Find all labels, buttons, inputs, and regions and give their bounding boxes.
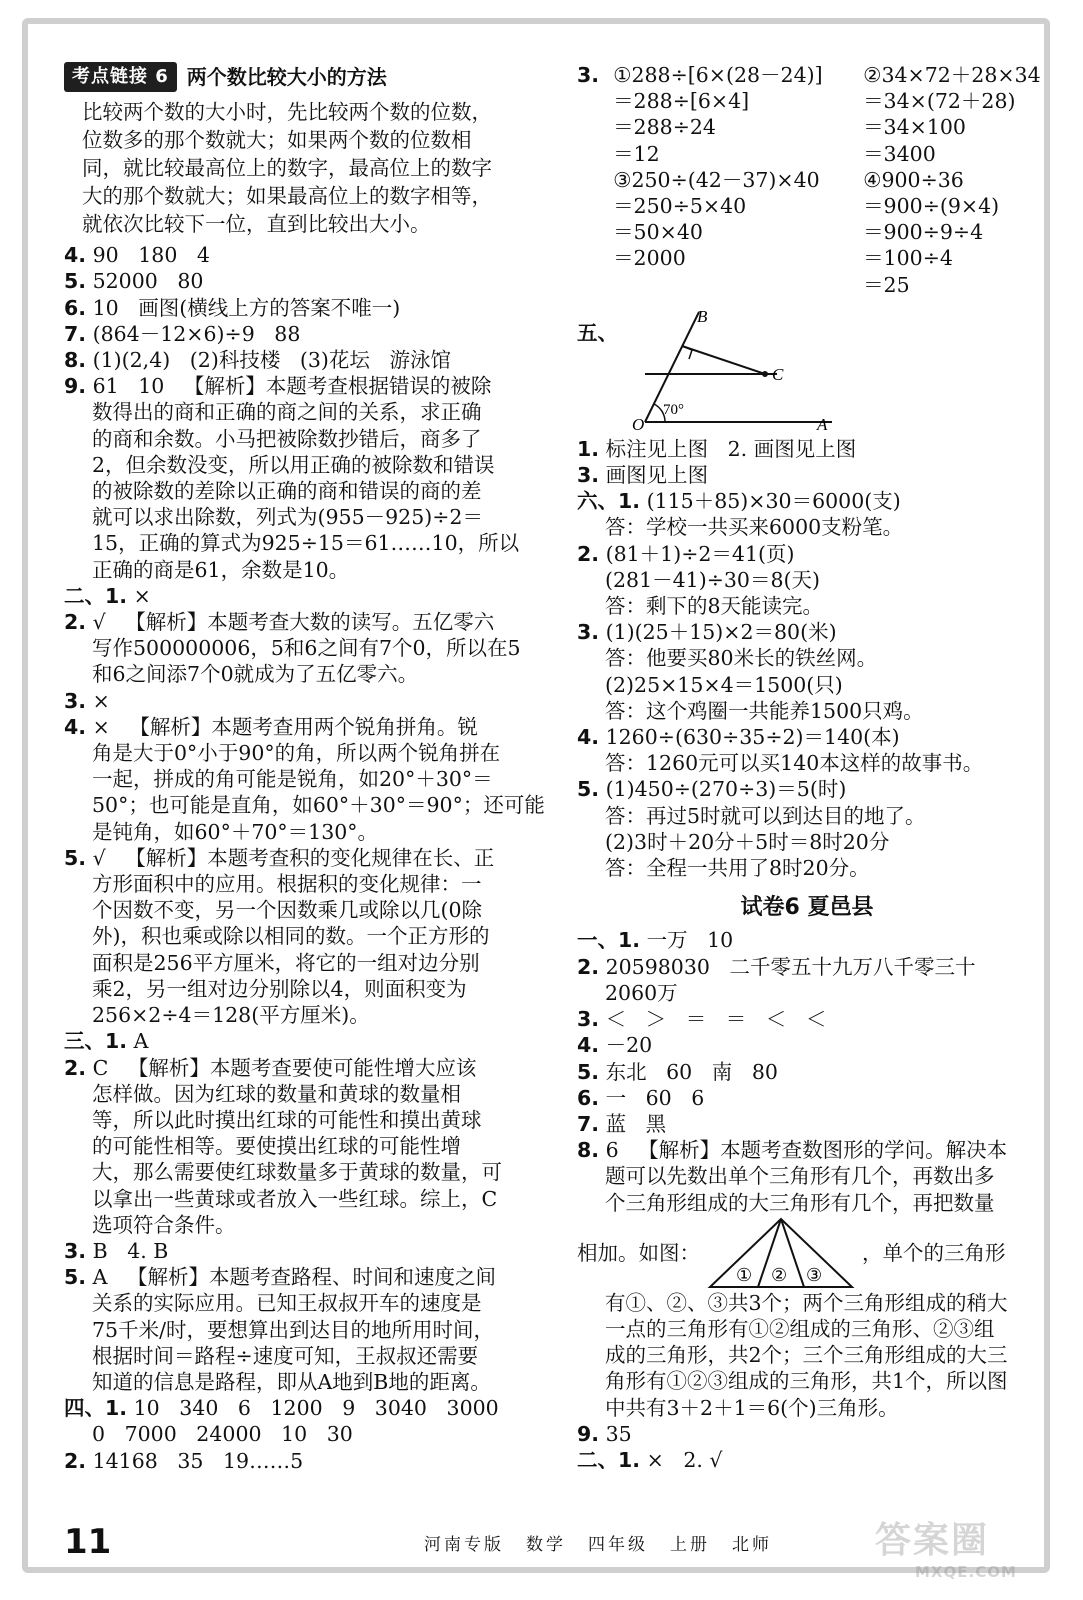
answer-number: 2. bbox=[64, 1448, 87, 1473]
answer-line bbox=[577, 1342, 1037, 1368]
answer-number: 六、1. bbox=[577, 489, 641, 514]
paragraph-line: 大的那个数就大；如果最高位上的数字相等， bbox=[82, 184, 492, 209]
calc-d-step: ＝100÷4 bbox=[863, 246, 953, 271]
watermark-logo bbox=[875, 1512, 1045, 1580]
answer-text: 外)，积也乘或除以相同的数。一个正方形的 bbox=[92, 924, 490, 949]
calc-b-step: ②34×72＋28×34 bbox=[863, 63, 1041, 87]
answer-line bbox=[577, 750, 1037, 776]
answer-line bbox=[64, 321, 534, 347]
calc-a-step: ＝288÷24 bbox=[613, 115, 716, 140]
answer-number: 1. bbox=[577, 436, 600, 461]
page-number: 11 bbox=[64, 1522, 112, 1562]
answer-line bbox=[64, 950, 534, 976]
answer-text: 选项符合条件。 bbox=[92, 1212, 236, 1237]
answer-text: 根据时间＝路程÷速度可知，王叔叔还需要 bbox=[92, 1343, 479, 1368]
answer-line bbox=[577, 1447, 1037, 1473]
answer-line bbox=[64, 766, 534, 792]
answer-line bbox=[577, 1111, 1037, 1137]
answer-text: (1)(25＋15)×2＝80(米) bbox=[605, 620, 837, 645]
answer-text: (864－12×6)÷9 88 bbox=[92, 321, 301, 346]
section-5-label: 五、 bbox=[577, 320, 618, 345]
answer-text: 写作500000006，5和6之间有7个0，所以在5 bbox=[92, 636, 521, 661]
answer-line bbox=[64, 688, 534, 714]
calc-b-step: ＝34×100 bbox=[863, 115, 966, 140]
answer-text: 的可能性相等。要使摸出红球的可能性增 bbox=[92, 1134, 461, 1159]
answer-line bbox=[577, 462, 1037, 488]
answer-text: A 【解析】本题考查路程、时间和速度之间 bbox=[92, 1265, 496, 1290]
answer-line bbox=[64, 819, 534, 845]
answer-number: 8. bbox=[64, 348, 87, 373]
answer-line bbox=[64, 1238, 534, 1264]
answer-text: 画图见上图 bbox=[605, 463, 709, 488]
answer-text: 答：全程一共用了8时20分。 bbox=[605, 856, 870, 881]
answer-text: A bbox=[133, 1029, 149, 1054]
paragraph-line: 比较两个数的大小时，先比较两个数的位数， bbox=[82, 100, 492, 125]
answer-text: × bbox=[92, 688, 110, 713]
answer-line bbox=[64, 242, 534, 268]
answer-text: 正确的商是61，余数是10。 bbox=[92, 557, 350, 582]
answer-line bbox=[577, 698, 1037, 724]
answer-line bbox=[64, 557, 534, 583]
answer-line bbox=[64, 923, 534, 949]
answer-text: 的被除数的差除以正确的商和错误的商的差 bbox=[92, 479, 482, 504]
answer-line bbox=[64, 1290, 534, 1316]
calc-label: 3. bbox=[577, 63, 600, 87]
answer-line bbox=[577, 645, 1037, 671]
answer-text: 15，正确的算式为925÷15＝61……10，所以 bbox=[92, 531, 520, 556]
answer-line bbox=[64, 740, 534, 766]
answer-line bbox=[577, 1006, 1037, 1032]
triangle-text-after: ，单个的三角形 bbox=[862, 1240, 1006, 1265]
answer-text: 答：1260元可以买140本这样的故事书。 bbox=[605, 751, 984, 776]
answer-text: 角形有①②③组成的三角形，共1个，所以图 bbox=[605, 1369, 1008, 1394]
answer-text: × bbox=[133, 583, 151, 608]
triangle-figure bbox=[706, 1217, 856, 1289]
answer-text: 256×2÷4＝128(平方厘米)。 bbox=[92, 1003, 370, 1028]
answer-line bbox=[577, 1032, 1037, 1058]
angle-figure-block bbox=[577, 306, 1037, 436]
answer-line bbox=[64, 1107, 534, 1133]
answer-line bbox=[577, 514, 1037, 540]
answer-text: (2)3时＋20分＋5时＝8时20分 bbox=[605, 829, 890, 854]
answer-text: 怎样做。因为红球的数量和黄球的数量相 bbox=[92, 1081, 461, 1106]
answer-line bbox=[64, 1212, 534, 1238]
answer-line bbox=[64, 583, 534, 609]
answer-line bbox=[64, 426, 534, 452]
answer-text: 数得出的商和正确的商之间的关系，求正确 bbox=[92, 400, 482, 425]
paragraph-line: 同，就比较最高位上的数字，最高位上的数字 bbox=[82, 156, 492, 181]
answer-number: 5. bbox=[64, 1265, 87, 1290]
answer-line bbox=[64, 1133, 534, 1159]
answer-text: 20598030 二千零五十九万八千零三十 bbox=[605, 954, 976, 979]
answer-line bbox=[64, 714, 534, 740]
answer-list-right bbox=[577, 436, 1037, 881]
answer-text: 10 340 6 1200 9 3040 3000 bbox=[133, 1396, 499, 1421]
answer-number: 5. bbox=[64, 845, 87, 870]
answer-text: 中共有3＋2＋1＝6(个)三角形。 bbox=[605, 1395, 899, 1420]
answer-text: 乘2，另一组对边分别除以4，则面积变为 bbox=[92, 976, 467, 1001]
answer-line bbox=[64, 1186, 534, 1212]
answer-text: 方形面积中的应用。根据积的变化规律：一 bbox=[92, 872, 482, 897]
calc-d-step: ＝900÷(9×4) bbox=[863, 194, 1000, 219]
calc-block bbox=[577, 62, 1041, 298]
answer-number: 6. bbox=[64, 295, 87, 320]
calc-b-step: ＝3400 bbox=[863, 141, 936, 166]
calc-a-step: ①288÷[6×(28－24)] bbox=[613, 63, 823, 87]
answer-number: 4. bbox=[64, 243, 87, 268]
answer-line bbox=[64, 268, 534, 294]
answer-line bbox=[577, 672, 1037, 698]
right-column bbox=[577, 62, 1041, 1473]
answer-number: 6. bbox=[577, 1085, 600, 1110]
answer-text: 90 180 4 bbox=[92, 243, 210, 268]
answer-text: 一万 10 bbox=[646, 928, 734, 953]
answer-list-left bbox=[64, 242, 545, 1474]
perpendicular-line bbox=[682, 346, 765, 374]
calc-c-step: ＝2000 bbox=[613, 246, 686, 271]
answer-text: (1)(2,4) (2)科技楼 (3)花坛 游泳馆 bbox=[92, 348, 451, 373]
answer-text: 标注见上图 2. 画图见上图 bbox=[605, 436, 857, 461]
answer-line bbox=[64, 976, 534, 1002]
answer-text: 是钝角，如60°＋70°＝130°。 bbox=[92, 819, 379, 844]
answer-line bbox=[64, 661, 534, 687]
answer-line bbox=[577, 1137, 1037, 1163]
answer-number: 7. bbox=[577, 1111, 600, 1136]
answer-text: (281－41)÷30＝8(天) bbox=[605, 567, 821, 592]
answer-text: 有①、②、③共3个；两个三角形组成的稍大 bbox=[605, 1290, 1008, 1315]
answer-line bbox=[577, 1368, 1037, 1394]
answer-number: 四、1. bbox=[64, 1396, 128, 1421]
calc-row-1 bbox=[613, 62, 1083, 167]
answer-text: 知道的信息是路程，即从A地到B地的距离。 bbox=[92, 1369, 491, 1394]
triangle-label-1: ① bbox=[736, 1264, 753, 1286]
answer-number: 5. bbox=[577, 777, 600, 802]
answer-text: C 【解析】本题考查要使可能性增大应该 bbox=[92, 1055, 477, 1080]
answer-text: 50°；也可能是直角，如60°＋30°＝90°；还可能 bbox=[92, 793, 545, 818]
calc-c bbox=[613, 167, 833, 272]
answer-number: 9. bbox=[64, 374, 87, 399]
answer-number: 2. bbox=[577, 541, 600, 566]
answer-list-right-3 bbox=[577, 1290, 1037, 1473]
triangle-label-2: ② bbox=[771, 1264, 788, 1286]
footer-subject: 数学 bbox=[526, 1534, 566, 1555]
answer-line bbox=[64, 1159, 534, 1185]
answer-text: 2060万 bbox=[605, 980, 678, 1005]
answer-line bbox=[577, 980, 1037, 1006]
answer-number: 2. bbox=[64, 610, 87, 635]
point-o-label: O bbox=[632, 414, 645, 434]
answer-text: 2，但余数没变，所以用正确的被除数和错误 bbox=[92, 452, 495, 477]
calc-d-step: ④900÷36 bbox=[863, 167, 964, 192]
answer-text: 关系的实际应用。已知王叔叔开车的速度是 bbox=[92, 1291, 482, 1316]
answer-text: 等，所以此时摸出红球的可能性和摸出黄球 bbox=[92, 1107, 482, 1132]
footer-volume: 上册 bbox=[670, 1534, 710, 1555]
left-column bbox=[64, 62, 545, 1474]
answer-line bbox=[64, 792, 545, 818]
answer-text: (2)25×15×4＝1500(只) bbox=[605, 672, 843, 697]
answer-line bbox=[64, 530, 534, 556]
answer-text: 个三角形组成的大三角形有几个，再把数量 bbox=[605, 1190, 995, 1215]
answer-text: 6 【解析】本题考查数图形的学问。解决本 bbox=[605, 1138, 1008, 1163]
answer-line bbox=[577, 954, 1037, 980]
answer-number: 9. bbox=[577, 1421, 600, 1446]
answer-line bbox=[64, 399, 534, 425]
calc-c-step: ＝50×40 bbox=[613, 220, 703, 245]
answer-text: 61 10 【解析】本题考查根据错误的被除 bbox=[92, 374, 492, 399]
answer-text: 答：剩下的8天能读完。 bbox=[605, 594, 824, 619]
answer-number: 3. bbox=[64, 1238, 87, 1263]
answer-text: (81＋1)÷2＝41(页) bbox=[605, 541, 795, 566]
answer-line bbox=[64, 347, 534, 373]
answer-text: ＜ ＞ ＝ ＝ ＜ ＜ bbox=[605, 1007, 827, 1032]
point-a-label: A bbox=[817, 414, 828, 434]
answer-line bbox=[64, 1448, 534, 1474]
answer-text: 和6之间添7个0就成为了五亿零六。 bbox=[92, 662, 419, 687]
answer-text: 35 bbox=[605, 1421, 632, 1446]
answer-text: 一点的三角形有①②组成的三角形、②③组 bbox=[605, 1316, 995, 1341]
answer-line bbox=[64, 1343, 534, 1369]
answer-text: 以拿出一些黄球或者放入一些红球。综上，C bbox=[92, 1186, 498, 1211]
calc-b-step: ＝34×(72＋28) bbox=[863, 89, 1016, 114]
answer-line bbox=[64, 295, 534, 321]
answer-number: 8. bbox=[577, 1138, 600, 1163]
answer-line bbox=[64, 1028, 534, 1054]
answer-line bbox=[64, 373, 534, 399]
answer-text: 大，那么需要使红球数量多于黄球的数量，可 bbox=[92, 1160, 502, 1185]
answer-text: 面积是256平方厘米，将它的一组对边分别 bbox=[92, 950, 480, 975]
answer-line bbox=[577, 619, 1037, 645]
answer-line bbox=[64, 1081, 534, 1107]
answer-line bbox=[577, 1421, 1037, 1447]
answer-text: 10 画图(横线上方的答案不唯一) bbox=[92, 295, 401, 320]
answer-text: 答：学校一共买来6000支粉笔。 bbox=[605, 515, 904, 540]
calc-b bbox=[863, 62, 1083, 167]
topic-badge: 考点链接 6 bbox=[64, 62, 177, 92]
answer-line bbox=[577, 1395, 1037, 1421]
footer-publisher: 北师 bbox=[732, 1534, 772, 1555]
answer-line bbox=[64, 478, 534, 504]
answer-text: 0 7000 24000 10 30 bbox=[92, 1422, 353, 1447]
footer-grade: 四年级 bbox=[588, 1534, 648, 1555]
answer-text: 东北 60 南 80 bbox=[605, 1059, 778, 1084]
answer-number: 4. bbox=[64, 714, 87, 739]
point-b-label: B bbox=[697, 306, 708, 326]
calc-c-step: ＝250÷5×40 bbox=[613, 194, 747, 219]
answer-number: 二、1. bbox=[577, 1447, 641, 1472]
answer-text: 个因数不变，另一个因数乘几或除以几(0除 bbox=[92, 898, 483, 923]
answer-text: 题可以先数出单个三角形有几个，再数出多 bbox=[605, 1164, 995, 1189]
answer-line bbox=[577, 776, 1037, 802]
answer-line bbox=[577, 855, 1037, 881]
section-title: 试卷6 夏邑县 bbox=[740, 895, 874, 921]
answer-line bbox=[64, 1264, 534, 1290]
answer-text: 答：这个鸡圈一共能养1500只鸡。 bbox=[605, 698, 924, 723]
answer-text: 14168 35 19……5 bbox=[92, 1448, 304, 1473]
triangle-label-3: ③ bbox=[806, 1264, 823, 1286]
answer-line bbox=[577, 724, 1037, 750]
answer-line bbox=[577, 927, 1037, 953]
calc-d-step: ＝900÷9÷4 bbox=[863, 220, 984, 245]
answer-text: －20 bbox=[605, 1033, 653, 1058]
answer-line bbox=[64, 635, 534, 661]
answer-line bbox=[577, 488, 1037, 514]
answer-line bbox=[577, 1190, 1037, 1216]
answer-line bbox=[577, 829, 1037, 855]
answer-line bbox=[64, 845, 534, 871]
calc-d-step: ＝25 bbox=[863, 272, 910, 297]
calc-c-step: ③250÷(42－37)×40 bbox=[613, 167, 820, 192]
answer-line bbox=[64, 1317, 534, 1343]
watermark-big: 答案圈 bbox=[875, 1520, 990, 1561]
answer-line bbox=[64, 609, 534, 635]
answer-text: √ 【解析】本题考查大数的读写。五亿零六 bbox=[92, 610, 495, 635]
answer-number: 5. bbox=[577, 1059, 600, 1084]
answer-text: √ 【解析】本题考查积的变化规律在长、正 bbox=[92, 845, 495, 870]
answer-text: 成的三角形，共2个；三个三角形组成的大三 bbox=[605, 1343, 1008, 1368]
answer-number: 3. bbox=[577, 1007, 600, 1032]
answer-text: 答：他要买80米长的铁丝网。 bbox=[605, 646, 878, 671]
answer-line bbox=[64, 1002, 534, 1028]
angle-figure bbox=[632, 306, 837, 434]
footer-info bbox=[424, 1530, 772, 1555]
answer-line bbox=[64, 871, 534, 897]
answer-list-right-2 bbox=[577, 927, 1037, 1215]
answer-number: 二、1. bbox=[64, 583, 128, 608]
answer-line bbox=[577, 1316, 1037, 1342]
answer-line bbox=[64, 452, 534, 478]
calc-row-2 bbox=[613, 167, 1083, 298]
answer-line bbox=[577, 436, 1037, 462]
answer-line bbox=[577, 1290, 1037, 1316]
calc-a-step: ＝288÷[6×4] bbox=[613, 89, 750, 114]
answer-number: 3. bbox=[577, 620, 600, 645]
calc-a bbox=[613, 62, 833, 167]
answer-text: 的商和余数。小马把被除数抄错后，商多了 bbox=[92, 426, 482, 451]
answer-line bbox=[577, 567, 1037, 593]
answer-line bbox=[64, 1421, 534, 1447]
answer-text: B 4. B bbox=[92, 1238, 169, 1263]
answer-number: 三、1. bbox=[64, 1029, 128, 1054]
answer-text: × 2. √ bbox=[646, 1447, 723, 1472]
answer-text: 1260÷(630÷35÷2)＝140(本) bbox=[605, 725, 900, 750]
answer-text: (115＋85)×30＝6000(支) bbox=[646, 489, 901, 514]
triangle-row bbox=[577, 1216, 1037, 1290]
answer-line bbox=[577, 1163, 1037, 1189]
answer-line bbox=[64, 1369, 534, 1395]
topic-header bbox=[64, 62, 534, 92]
topic-title: 两个数比较大小的方法 bbox=[186, 65, 387, 89]
paragraph-line: 就依次比较下一位，直到比较出大小。 bbox=[82, 212, 431, 237]
topic-paragraph bbox=[64, 98, 534, 238]
point-c-dot bbox=[762, 371, 768, 377]
answer-line bbox=[577, 1085, 1037, 1111]
answer-line bbox=[577, 593, 1037, 619]
answer-text: 角是大于0°小于90°的角，所以两个锐角拼在 bbox=[92, 741, 501, 766]
answer-line bbox=[64, 1395, 534, 1421]
triangle-text-before: 相加。如图： bbox=[577, 1240, 700, 1265]
watermark-small: MXQE.COM bbox=[915, 1563, 1017, 1581]
angle-label: 70° bbox=[663, 401, 684, 418]
calc-a-step: ＝12 bbox=[613, 141, 660, 166]
answer-line bbox=[64, 1055, 534, 1081]
answer-text: 蓝 黑 bbox=[605, 1111, 667, 1136]
answer-number: 3. bbox=[64, 688, 87, 713]
point-c-label: C bbox=[772, 364, 784, 384]
answer-number: 3. bbox=[577, 463, 600, 488]
answer-line bbox=[577, 541, 1037, 567]
answer-number: 一、1. bbox=[577, 928, 641, 953]
answer-line bbox=[64, 504, 534, 530]
answer-text: 就可以求出除数，列式为(955－925)÷2＝ bbox=[92, 505, 483, 530]
paragraph-line: 位数多的那个数就大；如果两个数的位数相 bbox=[82, 128, 472, 153]
answer-text: × 【解析】本题考查用两个锐角拼角。锐 bbox=[92, 714, 478, 739]
answer-number: 2. bbox=[577, 954, 600, 979]
answer-line bbox=[577, 1059, 1037, 1085]
answer-number: 2. bbox=[64, 1055, 87, 1080]
answer-number: 4. bbox=[577, 725, 600, 750]
answer-text: 75千米/时，要想算出到达目的地所用时间， bbox=[92, 1317, 494, 1342]
answer-number: 7. bbox=[64, 321, 87, 346]
calc-d bbox=[863, 167, 1083, 298]
answer-text: 一起，拼成的角可能是锐角，如20°＋30°＝ bbox=[92, 767, 493, 792]
footer-edition: 河南专版 bbox=[424, 1534, 504, 1555]
answer-text: 52000 80 bbox=[92, 269, 204, 294]
answer-text: 答：再过5时就可以到达目的地了。 bbox=[605, 803, 926, 828]
answer-text: 一 60 6 bbox=[605, 1085, 705, 1110]
answer-text: (1)450÷(270÷3)＝5(时) bbox=[605, 777, 847, 802]
answer-line bbox=[64, 897, 534, 923]
answer-number: 5. bbox=[64, 269, 87, 294]
answer-line bbox=[577, 803, 1037, 829]
answer-number: 4. bbox=[577, 1033, 600, 1058]
